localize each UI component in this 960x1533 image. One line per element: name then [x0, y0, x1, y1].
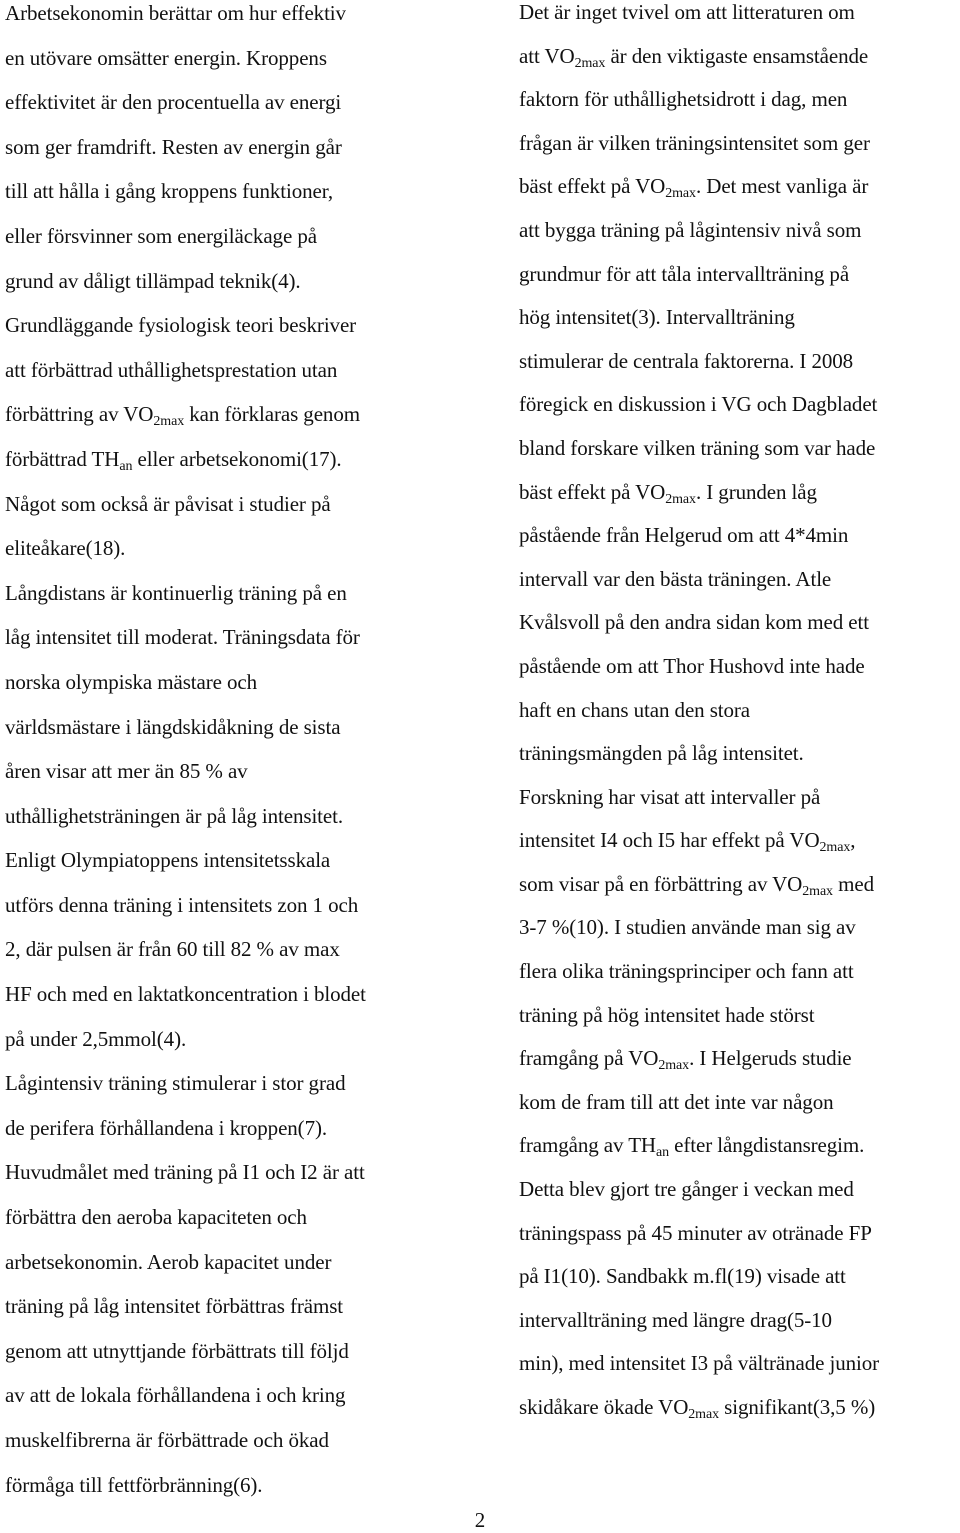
text-run: eller försvinner som energiläckage på: [5, 223, 317, 248]
text-run: Grundläggande fysiologisk teori beskriver: [5, 313, 357, 338]
text-run: grund av dåligt tillämpad teknik(4).: [5, 268, 301, 293]
text-line: [519, 1177, 960, 1221]
text-run: genom att utnyttjande förbättrats till följd: [5, 1338, 349, 1363]
text-run: de perifera förhållandena i kroppen(7).: [5, 1115, 328, 1140]
text-run: låg intensitet till moderat. Träningsdata för: [5, 625, 360, 650]
text-line: [5, 45, 460, 90]
text-run: kan förklaras genom: [184, 402, 360, 427]
text-line: [519, 698, 960, 742]
text-line: [5, 669, 460, 714]
subscript: 2max: [665, 491, 696, 507]
text-run: framgång av TH: [519, 1133, 656, 1158]
text-line: [5, 1382, 460, 1427]
subscript: an: [656, 1145, 670, 1161]
text-run: bäst effekt på VO: [519, 479, 666, 504]
text-run: på I1(10). Sandbakk m.fl(19) visade att: [519, 1264, 846, 1289]
subscript: 2max: [688, 1407, 719, 1422]
text-run: arbetsekonomin. Aerob kapacitet under: [5, 1249, 332, 1274]
subscript: 2max: [819, 840, 851, 856]
text-run: Kvålsvoll på den andra sidan kom med ett: [519, 610, 869, 635]
text-run: kom de fram till att det inte var någon: [519, 1089, 834, 1114]
text-run: av att de lokala förhållandena i och kring: [5, 1383, 346, 1408]
text-line: [519, 87, 960, 131]
text-run: haft en chans utan den stora: [519, 697, 751, 722]
text-line: [519, 741, 960, 785]
text-run: med: [832, 871, 874, 896]
text-line: [5, 714, 460, 759]
text-line: [519, 1264, 960, 1308]
left-text-column: [5, 0, 460, 1516]
text-line: [5, 580, 460, 625]
text-line: [519, 392, 960, 436]
text-run: föregick en diskussion i VG och Dagbladet: [519, 392, 878, 417]
text-line: [5, 1427, 460, 1472]
text-line: [5, 1026, 460, 1071]
text-run: uthållighetsträningen är på låg intensitet.: [5, 803, 344, 828]
text-run: frågan är vilken träningsintensitet som ger: [519, 130, 870, 155]
text-run: Lågintensiv träning stimulerar i stor grad: [5, 1071, 346, 1096]
text-line: [519, 1221, 960, 1265]
text-line: [5, 981, 460, 1026]
text-run: Arbetsekonomin berättar om hur effektiv: [5, 1, 346, 25]
text-line: [5, 491, 460, 536]
text-line: [5, 1204, 460, 1249]
text-line: [5, 0, 460, 45]
text-run: intervall var den bästa träningen. Atle: [519, 566, 832, 591]
text-run: muskelfibrerna är förbättrade och ökad: [5, 1428, 329, 1452]
text-run: bland forskare vilken träning som var hade: [519, 435, 876, 460]
text-line: [519, 218, 960, 262]
text-run: 3-7 %(10). I studien använde man sig av: [519, 915, 856, 940]
text-line: [5, 89, 460, 134]
text-line: [5, 1338, 460, 1383]
text-line: [5, 312, 460, 357]
text-line: [519, 480, 960, 524]
text-run: förmåga till fettförbränning(6).: [5, 1472, 263, 1497]
subscript: an: [119, 458, 133, 474]
text-run: förbättrad TH: [5, 446, 120, 471]
text-run: en utövare omsätter energin. Kroppens: [5, 45, 327, 70]
text-line: [5, 1293, 460, 1338]
text-run: HF och med en laktatkoncentration i blodet: [5, 982, 366, 1007]
text-line: [5, 446, 460, 491]
text-run: faktorn för uthållighetsidrott i dag, men: [519, 87, 848, 112]
text-run: eller arbetsekonomi(17).: [132, 446, 342, 471]
text-line: [519, 1133, 960, 1177]
text-run: eliteåkare(18).: [5, 536, 126, 561]
text-line: [5, 803, 460, 848]
text-line: [519, 959, 960, 1003]
text-line: [519, 174, 960, 218]
text-line: [519, 654, 960, 698]
text-line: [519, 349, 960, 393]
text-line: [5, 223, 460, 268]
text-line: [519, 1351, 960, 1395]
text-run: världsmästare i längdskidåkning de sista: [5, 714, 341, 739]
text-run: framgång på VO: [519, 1046, 659, 1071]
text-line: [5, 936, 460, 981]
text-run: . I Helgeruds studie: [689, 1046, 852, 1071]
text-line: [519, 1090, 960, 1134]
text-run: . I grunden låg: [695, 479, 817, 504]
text-run: till att hålla i gång kroppens funktioner,: [5, 179, 333, 204]
text-run: på under 2,5mmol(4).: [5, 1026, 187, 1051]
text-run: Forskning har visat att intervaller på: [519, 784, 821, 809]
text-run: påstående från Helgerud om att 4*4min: [519, 523, 849, 548]
text-run: Det är inget tvivel om att litteraturen om: [519, 0, 855, 24]
text-run: ,: [850, 828, 856, 853]
text-line: [5, 1115, 460, 1160]
text-run: som ger framdrift. Resten av energin går: [5, 134, 342, 159]
text-line: [5, 401, 460, 446]
subscript: 2max: [153, 414, 185, 430]
text-run: Något som också är påvisat i studier på: [5, 491, 331, 516]
text-line: [519, 1003, 960, 1047]
text-run: . Det mest vanliga är: [695, 174, 869, 199]
text-run: träningsmängden på låg intensitet.: [519, 741, 804, 766]
text-run: hög intensitet(3). Intervallträning: [519, 305, 795, 330]
subscript: 2max: [802, 883, 833, 899]
text-run: Huvudmålet med träning på I1 och I2 är att: [5, 1160, 365, 1185]
text-run: 2, där pulsen är från 60 till 82 % av max: [5, 937, 340, 962]
text-line: [519, 0, 960, 44]
text-line: [519, 1395, 960, 1439]
text-run: stimulerar de centrala faktorerna. I 2008: [519, 348, 854, 373]
text-run: Långdistans är kontinuerlig träning på en: [5, 580, 347, 605]
page-number: 2: [474, 1508, 486, 1532]
text-line: [5, 268, 460, 313]
text-line: [519, 131, 960, 175]
text-run: utförs denna träning i intensitets zon 1 och: [5, 892, 359, 917]
text-run: effektivitet är den procentuella av energi: [5, 90, 342, 115]
text-line: [5, 178, 460, 223]
text-line: [5, 535, 460, 580]
text-run: min), med intensitet I3 på vältränade junior: [519, 1351, 880, 1376]
text-line: [519, 567, 960, 611]
text-run: signifikant(3,5 %): [718, 1395, 876, 1419]
text-run: träning på låg intensitet förbättras främst: [5, 1294, 344, 1319]
text-run: flera olika träningsprinciper och fann att: [519, 959, 854, 984]
text-run: norska olympiska mästare och: [5, 669, 258, 694]
text-line: [519, 523, 960, 567]
text-line: [519, 785, 960, 829]
text-run: intensitet I4 och I5 har effekt på VO: [519, 828, 820, 853]
subscript: 2max: [665, 186, 696, 202]
text-line: [519, 915, 960, 959]
text-run: att VO: [519, 43, 575, 68]
text-line: [5, 847, 460, 892]
text-line: [5, 1159, 460, 1204]
text-line: [519, 872, 960, 916]
text-run: träning på hög intensitet hade störst: [519, 1002, 815, 1027]
text-run: åren visar att mer än 85 % av: [5, 759, 248, 784]
text-run: påstående om att Thor Hushovd inte hade: [519, 653, 865, 678]
text-line: [519, 1308, 960, 1352]
text-run: Detta blev gjort tre gånger i veckan med: [519, 1177, 854, 1202]
text-run: som visar på en förbättring av VO: [519, 871, 803, 896]
text-line: [5, 357, 460, 402]
text-run: att bygga träning på lågintensiv nivå som: [519, 217, 862, 242]
text-run: förbättra den aeroba kapaciteten och: [5, 1205, 307, 1230]
text-line: [5, 134, 460, 179]
text-run: skidåkare ökade VO: [519, 1395, 689, 1419]
text-line: [5, 624, 460, 669]
text-line: [5, 758, 460, 803]
text-line: [5, 892, 460, 937]
text-run: att förbättrad uthållighetsprestation utan: [5, 357, 338, 382]
text-run: förbättring av VO: [5, 402, 154, 427]
text-line: [519, 436, 960, 480]
text-run: bäst effekt på VO: [519, 174, 666, 199]
text-line: [519, 610, 960, 654]
subscript: 2max: [574, 55, 606, 71]
text-line: [5, 1249, 460, 1294]
text-run: är den viktigaste ensamstående: [605, 43, 869, 68]
subscript: 2max: [658, 1058, 690, 1074]
right-text-column: [519, 0, 960, 1439]
text-line: [519, 44, 960, 88]
text-line: [5, 1070, 460, 1115]
text-line: [519, 1046, 960, 1090]
text-line: [519, 262, 960, 306]
text-line: [519, 828, 960, 872]
text-run: efter långdistansregim.: [669, 1133, 865, 1158]
text-run: Enligt Olympiatoppens intensitetsskala: [5, 848, 331, 873]
text-run: träningspass på 45 minuter av otränade FP: [519, 1220, 872, 1245]
text-run: intervallträning med längre drag(5-10: [519, 1307, 832, 1332]
text-run: grundmur för att tåla intervallträning på: [519, 261, 850, 286]
text-line: [519, 305, 960, 349]
